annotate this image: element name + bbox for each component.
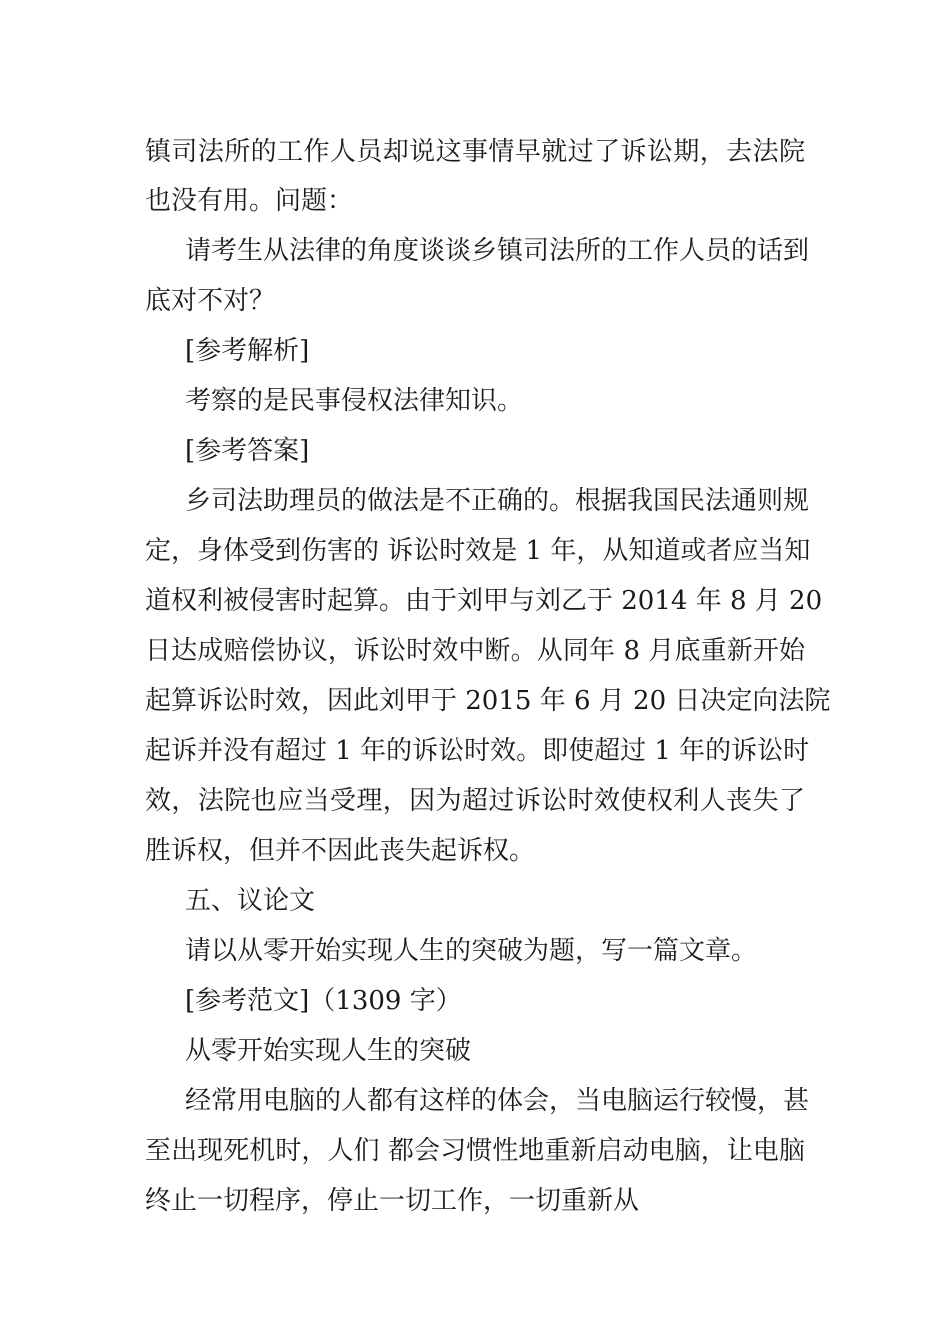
text-line: 也没有用。问题： — [145, 186, 354, 216]
reference-answer-heading: [参考答案] — [185, 436, 310, 466]
text-line: 道权利被侵害时起算。由于刘甲与刘乙于 2014 年 8 月 20 — [145, 586, 823, 616]
answer-text: 乡司法助理员的做法是不正确的。根据我国民法通则规 — [185, 486, 810, 516]
text-line: 终止一切程序，停止一切工作，一切重新从 — [145, 1186, 640, 1216]
text-line: 起诉并没有超过 1 年的诉讼时效。即使超过 1 年的诉讼时 — [145, 736, 810, 766]
text-line: 日达成赔偿协议，诉讼时效中断。从同年 8 月底重新开始 — [145, 636, 805, 666]
text-line: 镇司法所的工作人员却说这事情早就过了诉讼期，去法院 — [145, 137, 805, 167]
reference-analysis-heading: [参考解析] — [185, 336, 310, 366]
essay-prompt: 请以从零开始实现人生的突破为题，写一篇文章。 — [185, 936, 758, 966]
sample-essay-heading: [参考范文]（1309 字） — [185, 986, 462, 1016]
essay-text: 经常用电脑的人都有这样的体会，当电脑运行较慢，甚 — [185, 1086, 810, 1116]
text-line: 底对不对？ — [145, 286, 276, 316]
text-line: 至出现死机时，人们 都会习惯性地重新启动电脑，让电脑 — [145, 1136, 805, 1166]
text-line: 考察的是民事侵权法律知识。 — [185, 386, 524, 416]
text-line: 效，法院也应当受理，因为超过诉讼时效使权利人丧失了 — [145, 786, 805, 816]
section-heading: 五、议论文 — [185, 886, 316, 916]
question-text: 请考生从法律的角度谈谈乡镇司法所的工作人员的话到 — [185, 236, 810, 266]
text-line: 起算诉讼时效，因此刘甲于 2015 年 6 月 20 日决定向法院 — [145, 686, 831, 716]
essay-title: 从零开始实现人生的突破 — [185, 1036, 472, 1066]
text-line: 定，身体受到伤害的 诉讼时效是 1 年，从知道或者应当知 — [145, 536, 811, 566]
text-line: 胜诉权，但并不因此丧失起诉权。 — [145, 836, 536, 866]
